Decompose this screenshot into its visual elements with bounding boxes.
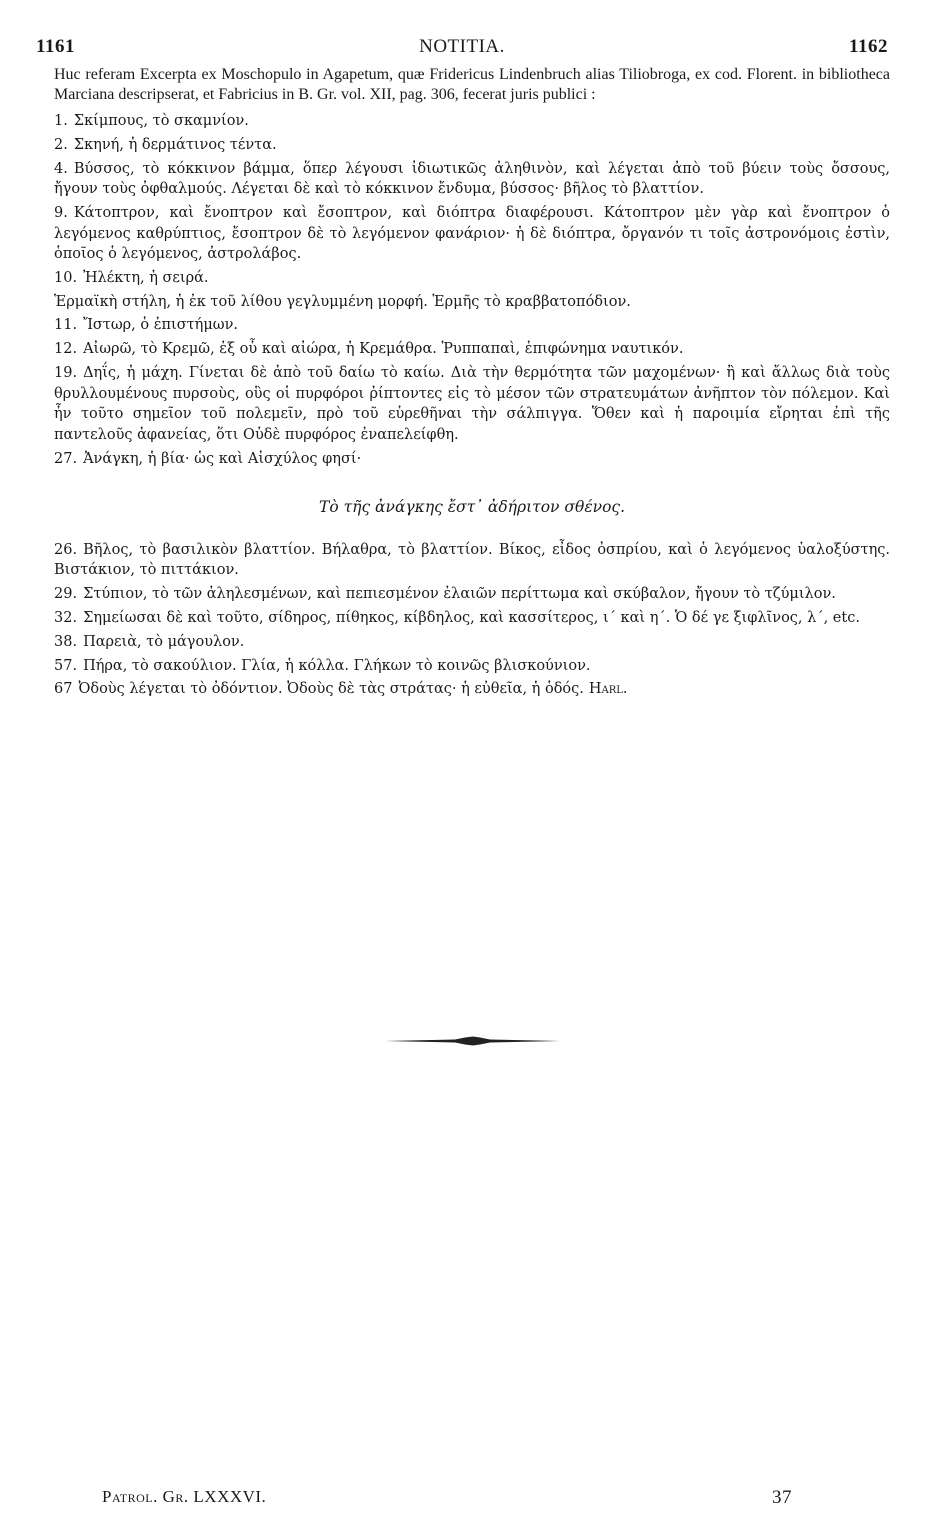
entries-list-second <box>54 540 890 700</box>
entry-number: 4. <box>54 160 68 177</box>
aeschylus-quote: Τὸ τῆς ἀνάγκης ἔστ᾽ ἀδήριτον σθένος. <box>318 498 626 517</box>
entry-text: Βῆλος, τὸ βασιλικὸν βλαττίον. Βήλαθρα, τὸ βλαττίον. Βίκος, εἶδος ὀσπρίου, καὶ ὁ λεγόμενος ὑαλοξύστης. Βιστάκιον, τὸ πιττάκιον. <box>54 541 890 579</box>
entry-item <box>54 268 890 289</box>
entry-number: 2. <box>54 136 68 153</box>
entry-text: Ἴστωρ, ὁ ἐπιστήμων. <box>83 317 239 334</box>
entry-text: Σκίμπους, τὸ σκαμνίον. <box>73 113 249 129</box>
entry-item <box>54 315 890 336</box>
left-page-number: 1161 <box>36 36 75 57</box>
entry-text: Ἠλέκτη, ἡ σειρά. <box>83 269 209 286</box>
entry-text: Παρειὰ, τὸ μάγουλον. <box>83 633 245 650</box>
entry-number: 10. <box>54 269 78 286</box>
entry-item <box>54 584 890 605</box>
entry-item <box>54 608 890 629</box>
entry-number: 26. <box>54 541 78 558</box>
entry-text: Σκηνή, ἡ δερμάτινος τέντα. <box>73 136 277 153</box>
entry-item <box>54 656 890 677</box>
entry-item <box>54 632 890 653</box>
entry-item <box>54 159 890 200</box>
entry-item <box>54 540 890 581</box>
entry-text: Κάτοπτρον, καὶ ἔνοπτρον καὶ ἔσοπτρον, καὶ διόπτρα διαφέρουσι. Κάτοπτρον μὲν γὰρ καὶ ἔνοπτρον ὁ λεγόμενος καθρύπτιος, ἔσοπτρον δὲ τὸ λεγόμενον φανάριον· ἡ δὲ διόπτρα, ὄργανόν τι τοῖς ἀστρονόμοις ἐστὶν, ὁποῖος ὁ λεγόμενος, ἀστρολάβος. <box>54 204 890 263</box>
footer-volume: Patrol. Gr. LXXXVI. <box>102 1487 267 1506</box>
entry-text: Στύπιον, τὸ τῶν ἀληλεσμένων, καὶ πεπιεσμένον ἐλαιῶν περίττωμα καὶ σκύβαλον, ἤγουν τὸ τζύμιλον. <box>83 586 836 603</box>
entry-number: 27. <box>54 450 78 467</box>
entry-item <box>54 339 890 360</box>
footer-signature-number: 37 <box>772 1487 792 1508</box>
entry-number: 1. <box>54 113 68 129</box>
entry-text: Αἰωρῶ, τὸ Κρεμῶ, ἐξ οὗ καὶ αἰώρα, ἡ Κρεμάθρα. Ῥυππαπαὶ, ἐπιφώνημα ναυτικόν. <box>83 341 684 358</box>
entry-number: 38. <box>54 633 78 650</box>
entry-item <box>54 363 890 445</box>
entry-text: Πήρα, τὸ σακούλιον. Γλία, ἡ κόλλα. Γλήκων τὸ κοινῶς βλισκούνιον. <box>83 657 591 674</box>
entries-list <box>54 111 890 469</box>
entry-number: 57. <box>54 657 78 674</box>
entry-number: 11. <box>54 317 78 334</box>
entry-text: Ἑρμαϊκὴ στήλη, ἡ ἐκ τοῦ λίθου γεγλυμμένη μορφή. Ἑρμῆς τὸ κραββατοπόδιον. <box>54 293 631 310</box>
entry-item <box>54 292 890 313</box>
entry-item <box>54 679 890 700</box>
entry-item <box>54 135 890 156</box>
page-header <box>36 36 888 60</box>
page-footer <box>102 1487 792 1513</box>
entry-number: 9. <box>54 204 68 221</box>
entry-item <box>54 203 890 265</box>
entry-number: 19. <box>54 365 78 382</box>
page-body <box>54 65 890 703</box>
ornamental-divider <box>385 1036 560 1046</box>
entry-item <box>54 111 890 132</box>
entry-text: Ὀδοὺς λέγεται τὸ ὀδόντιον. Ὀδοὺς δὲ τὰς στράτας· ἡ εὐθεῖα, ἡ ὁδός. <box>78 681 584 698</box>
entry-text: Σημείωσαι δὲ καὶ τοῦτο, σίδηρος, πίθηκος, κίβδηλος, καὶ κασσίτερος, ι´ καὶ η´. Ὁ δέ γε ξιφλῖνος, λ´, etc. <box>83 609 860 626</box>
entry-item <box>54 449 890 470</box>
entry-number: 29. <box>54 586 78 603</box>
entry-text: Βύσσος, τὸ κόκκινον βάμμα, ὅπερ λέγουσι ἰδιωτικῶς ἀληθινὸν, καὶ λέγεται ἀπὸ τοῦ βύειν τοὺς ὄσσους, ἤγουν τοὺς ὀφθαλμούς. Λέγεται δὲ καὶ τὸ κόκκινον ἔνδυμα, βύσσος· βῆλος τὸ βλαττίον. <box>54 160 890 198</box>
running-title: NOTITIA. <box>419 36 505 57</box>
entry-number: 32. <box>54 609 78 626</box>
entry-number: 67 <box>54 681 73 698</box>
entry-text: Ἀνάγκη, ἡ βία· ὡς καὶ Αἰσχύλος φησί· <box>83 450 362 467</box>
source-signature: Harl. <box>588 681 628 698</box>
entry-number: 12. <box>54 341 78 358</box>
right-page-number: 1162 <box>849 36 888 57</box>
entry-text: Δηΐς, ἡ μάχη. Γίνεται δὲ ἀπὸ τοῦ δαίω τὸ καίω. Διὰ τὴν θερμότητα τῶν μαχομένων· ἢ καὶ ἄλλως διὰ τοὺς θρυλλουμένους πυρσοὺς, οὓς οἱ πυρφόροι ῥίπτοντες εἰς τὸ μέσον τῶν στρατευμάτων ἀνῆπτον τὸν πόλεμον. Καὶ ἦν τοῦτο σημεῖον τοῦ πολεμεῖν, πρὸ τοῦ εὑρεθῆναι τὴν σάλπιγγα. Ὅθεν καὶ ἡ παροιμία εἴρηται ἐπὶ τῆς παντελοῦς ἀφανείας, ὅτι Οὐδὲ πυρφόρος ἐναπελείφθη. <box>54 365 890 443</box>
intro-paragraph: Huc referam Excerpta ex Moschopulo in Agapetum, quæ Fridericus Lindenbruch alias Tiliobroga, ex cod. Florent. in bibliotheca Marciana descripserat, et Fabricius in B. Gr. vol. XII, pag. 306, fecerat juris publici : <box>54 66 890 103</box>
